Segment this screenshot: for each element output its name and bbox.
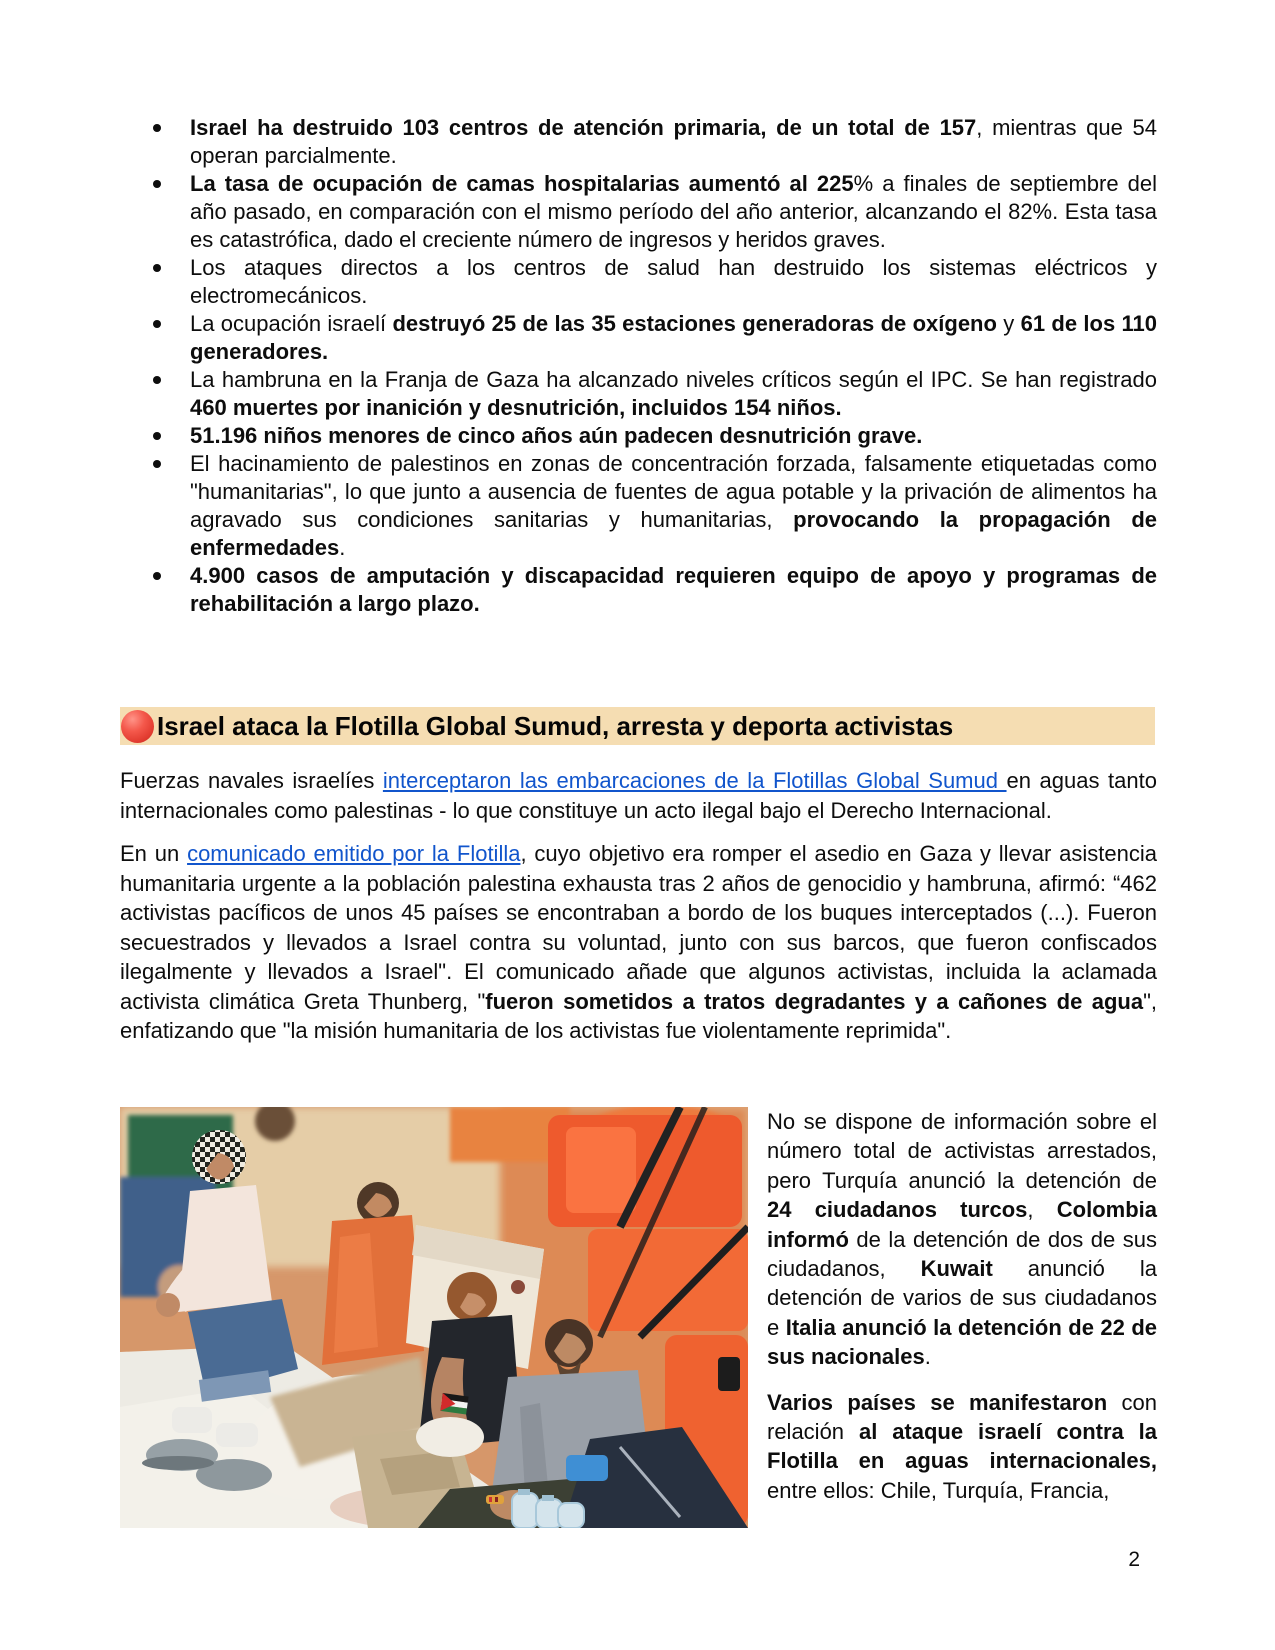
text-run: Italia anunció la detención de 22 de sus nacionales (767, 1314, 1157, 1370)
bullet-icon (153, 180, 161, 188)
text-run: , mientras que 54 operan parcialmente. (190, 115, 1157, 168)
red-circle-icon (121, 710, 154, 743)
bullet-item (120, 170, 1157, 254)
bullet-item (120, 366, 1157, 422)
bullet-text (190, 450, 1157, 562)
bullet-icon (153, 320, 161, 328)
text-run: , (1027, 1197, 1057, 1223)
inline-link[interactable]: interceptaron las embarcaciones de la Flotillas Global Sumud (382, 768, 1007, 793)
paragraph-flotilla-intercept (120, 766, 1157, 825)
text-run: de la detención de dos de sus ciudadanos, (767, 1226, 1157, 1282)
bullet-icon (153, 460, 161, 468)
bullet-item (120, 254, 1157, 310)
text-run: ", enfatizando que "la misión humanitaria de los activistas fue violentamente reprimida". (120, 988, 1157, 1043)
bullet-text (190, 254, 1157, 310)
bullet-icon (153, 432, 161, 440)
side-text-column (767, 1107, 1157, 1505)
text-run: provocando la propagación de enfermedades (190, 507, 1157, 560)
text-run: y (996, 311, 1021, 336)
text-run: fueron sometidos a tratos degradantes y a cañones de agua (485, 988, 1144, 1014)
bullet-text (190, 422, 1157, 450)
section-heading-bar (120, 707, 1155, 745)
text-run: Los ataques directos a los centros de salud han destruido los sistemas eléctricos y electromecánicos. (190, 255, 1157, 308)
text-run: El hacinamiento de palestinos en zonas de concentración forzada, falsamente etiquetadas como "humanitarias", lo que junto a ausencia de fuentes de agua potable y la privación de alimentos ha agravado sus condiciones sanitarias y humanitarias, (190, 451, 1157, 532)
text-run: 51.196 niños menores de cinco años aún padecen desnutrición grave. (190, 423, 923, 448)
inline-link[interactable]: comunicado emitido por la Flotilla (187, 841, 521, 866)
text-run: Varios países se manifestaron (767, 1389, 1108, 1415)
bullet-text (190, 366, 1157, 422)
bullet-item (120, 310, 1157, 366)
text-run: Israel ha destruido 103 centros de atención primaria, de un total de 157 (190, 115, 977, 140)
text-run: La hambruna en la Franja de Gaza ha alcanzado niveles críticos según el IPC. Se han registrado (190, 367, 1157, 392)
text-run: Kuwait (920, 1256, 993, 1282)
paragraph-flotilla-statement (120, 839, 1157, 1046)
text-run: al ataque israelí contra la Flotilla en aguas internacionales, (767, 1419, 1157, 1474)
side-paragraph-arrests (767, 1107, 1157, 1372)
text-run: . (924, 1344, 931, 1370)
bullet-list (120, 114, 1157, 618)
section-title: Israel ataca la Flotilla Global Sumud, arresta y deporta activistas (157, 711, 954, 741)
side-paragraph-countries (767, 1388, 1157, 1506)
bullet-text (190, 114, 1157, 170)
text-run: con relación (767, 1389, 1157, 1445)
photo-text-row (120, 1107, 1157, 1528)
text-run: La tasa de ocupación de camas hospitalarias aumentó al 225 (190, 171, 854, 196)
bullet-text (190, 562, 1157, 618)
text-run: en aguas tanto internacionales como palestinas - lo que constituye un acto ilegal bajo el Derecho Internacional. (120, 768, 1157, 823)
bullet-icon (153, 572, 161, 580)
bullet-text (190, 310, 1157, 366)
text-run: destruyó 25 de las 35 estaciones generadoras de oxígeno (392, 311, 997, 336)
text-run: 61 de los 110 generadores. (190, 311, 1157, 364)
text-run: En un (120, 841, 188, 866)
bullet-item (120, 562, 1157, 618)
text-run: % a finales de septiembre del año pasado, en comparación con el mismo período del año anterior, alcanzando el 82%. Esta tasa es catastrófica, dado el creciente número de ingresos y heridos graves. (190, 171, 1157, 252)
text-run: La ocupación israelí (190, 311, 393, 336)
page-number: 2 (1128, 1548, 1140, 1571)
text-run: , cuyo objetivo era romper el asedio en Gaza y llevar asistencia humanitaria urgente a la población palestina exhausta tras 2 años de genocidio y hambruna, afirmó: “462 activistas pacíficos de unos 45 países se encontraban a bordo de los buques interceptados (...). Fueron secuestrados y llevados a Israel contra su voluntad, junto con sus barcos, que fueron confiscados ilegalmente y llevados a Israel". El comunicado añade que algunos activistas, incluida la aclamada activista climática Greta Thunberg, " (120, 841, 1157, 1014)
text-run: Colombia informó (767, 1197, 1157, 1252)
bullet-item (120, 450, 1157, 562)
bullet-text (190, 170, 1157, 254)
text-run: 24 ciudadanos turcos (767, 1197, 1028, 1223)
text-run: 460 muertes por inanición y desnutrición, incluidos 154 niños. (190, 395, 842, 420)
text-run: entre ellos: Chile, Turquía, Francia, (767, 1477, 1110, 1503)
text-run: . (339, 535, 346, 560)
text-run: 4.900 casos de amputación y discapacidad requieren equipo de apoyo y programas de rehabilitación a largo plazo. (190, 563, 1157, 616)
text-run: anunció la detención de varios de sus ciudadanos e (767, 1256, 1157, 1340)
text-run: Fuerzas navales israelíes (120, 768, 383, 793)
bullet-icon (153, 264, 161, 272)
text-run: No se dispone de información sobre el número total de activistas arrestados, pero Turquía anunció la detención de (767, 1109, 1157, 1193)
bullet-item (120, 114, 1157, 170)
bullet-icon (153, 124, 161, 132)
bullet-item (120, 422, 1157, 450)
flotilla-activists-photo (120, 1107, 748, 1528)
flotilla-photo-illustration (120, 1107, 748, 1528)
bullet-icon (153, 376, 161, 384)
